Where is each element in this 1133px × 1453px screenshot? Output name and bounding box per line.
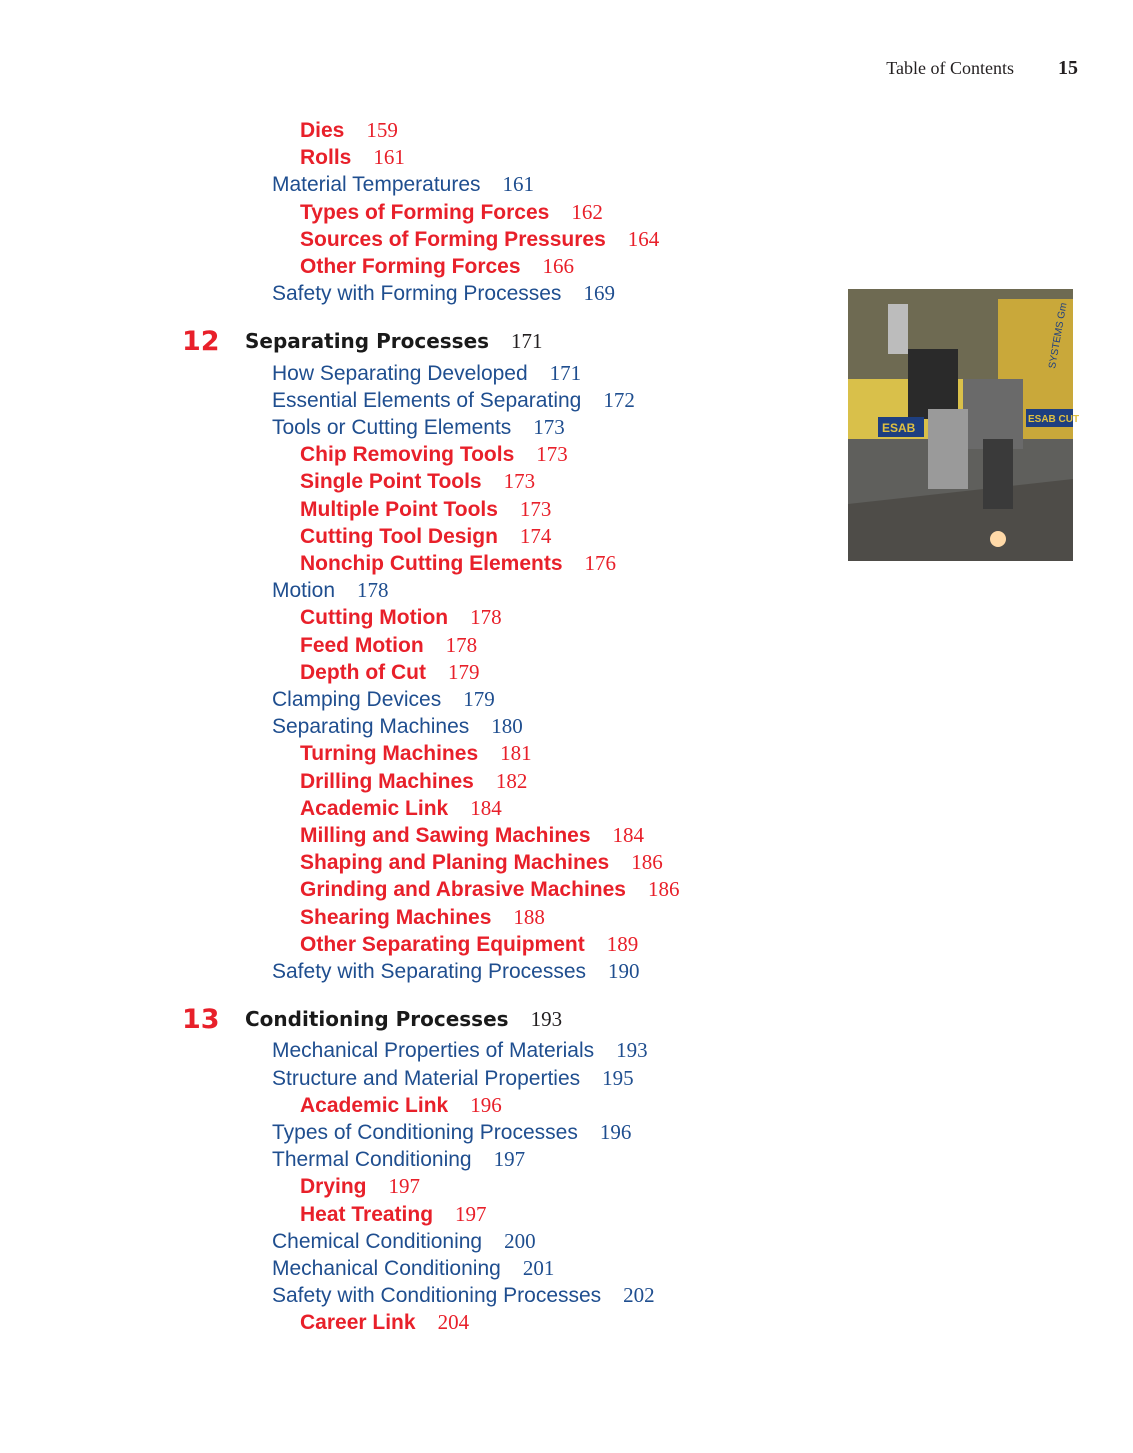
toc-section-entry[interactable] <box>272 1065 634 1092</box>
entry-title: Rolls <box>300 146 352 170</box>
entry-title: Types of Forming Forces <box>300 200 550 224</box>
entry-page-number: 180 <box>491 714 523 739</box>
toc-section-entry[interactable] <box>272 171 534 198</box>
toc-subsection-entry[interactable] <box>300 849 663 876</box>
entry-page-number: 166 <box>542 254 575 278</box>
toc-section-entry[interactable] <box>272 360 581 387</box>
entry-title: Chemical Conditioning <box>272 1229 483 1253</box>
toc-section-entry[interactable] <box>272 1119 631 1146</box>
entry-page-number: 190 <box>608 959 640 983</box>
entry-title: Other Separating Equipment <box>300 932 585 956</box>
entry-title: Mechanical Conditioning <box>272 1257 501 1280</box>
toc-subsection-entry[interactable] <box>300 659 479 686</box>
entry-title: Clamping Devices <box>272 688 442 711</box>
entry-title: Other Forming Forces <box>300 255 521 278</box>
entry-page-number: 204 <box>437 1310 470 1335</box>
toc-subsection-entry[interactable] <box>300 632 477 659</box>
entry-page-number: 159 <box>366 118 398 142</box>
entry-page-number: 196 <box>599 1120 632 1144</box>
entry-title: Academic Link <box>300 1093 449 1117</box>
toc-section-entry[interactable] <box>272 414 565 441</box>
toc-subsection-entry[interactable] <box>300 496 551 523</box>
entry-title: Types of Conditioning Processes <box>272 1121 578 1144</box>
toc-section-entry[interactable] <box>272 280 615 307</box>
entry-title: Multiple Point Tools <box>300 497 498 521</box>
entry-title: Sources of Forming Pressures <box>300 227 606 251</box>
entry-page-number: 186 <box>647 877 680 902</box>
toc-subsection-entry[interactable] <box>300 226 659 253</box>
entry-page-number: 193 <box>616 1038 648 1063</box>
entry-title: Essential Elements of Separating <box>272 388 582 412</box>
entry-title: Safety with Separating Processes <box>272 960 586 983</box>
chapter-entry[interactable] <box>182 1004 563 1036</box>
entry-title: Motion <box>272 579 336 603</box>
entry-title: Thermal Conditioning <box>272 1148 472 1172</box>
toc-section-entry[interactable] <box>272 1255 554 1282</box>
entry-title: Drying <box>300 1175 367 1199</box>
running-head-label: Table of Contents <box>886 58 1014 78</box>
entry-page-number: 182 <box>495 768 528 793</box>
entry-title: Safety with Forming Processes <box>272 282 562 306</box>
toc-subsection-entry[interactable] <box>300 253 574 280</box>
entry-title: Structure and Material Properties <box>272 1066 581 1090</box>
toc-subsection-entry[interactable] <box>300 822 644 849</box>
entry-page-number: 173 <box>533 415 565 439</box>
toc-subsection-entry[interactable] <box>300 604 502 631</box>
toc-section-entry[interactable] <box>272 387 635 414</box>
entry-title: Separating Machines <box>272 715 470 739</box>
toc-subsection-entry[interactable] <box>300 144 405 171</box>
entry-page-number: 171 <box>549 360 582 385</box>
toc-section-entry[interactable] <box>272 958 640 985</box>
systems-sign: SYSTEMS Gm <box>1047 301 1070 370</box>
toc-section-entry[interactable] <box>272 577 389 604</box>
toc-subsection-entry[interactable] <box>300 441 568 468</box>
entry-title: Chip Removing Tools <box>300 443 515 467</box>
toc-subsection-entry[interactable] <box>300 740 532 767</box>
entry-title: How Separating Developed <box>272 361 528 385</box>
entry-title: Safety with Conditioning Processes <box>272 1284 602 1308</box>
entry-title: Nonchip Cutting Elements <box>300 552 563 575</box>
entry-title: Single Point Tools <box>300 470 482 494</box>
entry-title: Cutting Motion <box>300 606 449 630</box>
entry-title: Grinding and Abrasive Machines <box>300 878 626 902</box>
entry-page-number: 193 <box>530 1007 563 1032</box>
toc-subsection-entry[interactable] <box>300 550 616 577</box>
entry-page-number: 178 <box>357 578 389 603</box>
entry-title: Material Temperatures <box>272 173 481 197</box>
entry-page-number: 181 <box>500 741 532 766</box>
entry-title: Cutting Tool Design <box>300 524 498 548</box>
entry-page-number: 171 <box>511 329 543 354</box>
toc-subsection-entry[interactable] <box>300 1092 502 1119</box>
entry-page-number: 184 <box>470 795 502 820</box>
entry-page-number: 179 <box>463 687 495 711</box>
chapter-number: 12 <box>182 326 220 358</box>
entry-page-number: 161 <box>373 145 405 170</box>
toc-subsection-entry[interactable] <box>300 468 535 495</box>
chapter-number: 13 <box>182 1004 220 1036</box>
toc-subsection-entry[interactable] <box>300 768 527 795</box>
entry-title: Depth of Cut <box>300 660 426 684</box>
entry-page-number: 174 <box>519 523 552 548</box>
entry-page-number: 173 <box>503 469 536 494</box>
entry-title: Milling and Sawing Machines <box>300 824 591 847</box>
entry-page-number: 172 <box>603 387 635 412</box>
entry-page-number: 164 <box>627 226 660 251</box>
cutting-machine-photo <box>848 289 1080 561</box>
toc-subsection-entry[interactable] <box>300 1309 469 1336</box>
toc-section-entry[interactable] <box>272 1282 655 1309</box>
entry-title: Shaping and Planing Machines <box>300 851 610 875</box>
entry-title: Conditioning Processes <box>245 1007 509 1032</box>
entry-page-number: 200 <box>504 1228 536 1253</box>
toc-section-entry[interactable] <box>272 1037 648 1064</box>
esab-sign-left: ESAB <box>882 421 916 435</box>
toc-subsection-entry[interactable] <box>300 1201 487 1228</box>
entry-title: Academic Link <box>300 796 449 820</box>
toc-subsection-entry[interactable] <box>300 1173 420 1200</box>
chapter-entry[interactable] <box>182 326 543 358</box>
running-head <box>700 57 1078 80</box>
entry-page-number: 195 <box>602 1065 634 1090</box>
entry-page-number: 178 <box>445 632 478 657</box>
toc-subsection-entry[interactable] <box>300 876 679 903</box>
toc-subsection-entry[interactable] <box>300 199 603 226</box>
esab-sign-right: ESAB CUT <box>1028 414 1080 425</box>
entry-page-number: 178 <box>470 605 502 630</box>
entry-title: Mechanical Properties of Materials <box>272 1039 595 1063</box>
page-number: 15 <box>1058 57 1078 79</box>
toc-subsection-entry[interactable] <box>300 931 638 958</box>
entry-title: Separating Processes <box>245 329 490 354</box>
entry-page-number: 188 <box>513 904 545 929</box>
toc-section-entry[interactable] <box>272 713 523 740</box>
entry-title: Heat Treating <box>300 1202 434 1226</box>
entry-page-number: 197 <box>388 1174 421 1199</box>
toc-section-entry[interactable] <box>272 686 495 713</box>
entry-page-number: 202 <box>623 1283 655 1308</box>
entry-title: Feed Motion <box>300 633 424 657</box>
toc-section-entry[interactable] <box>272 1146 525 1173</box>
toc-subsection-entry[interactable] <box>300 904 545 931</box>
entry-page-number: 176 <box>584 551 616 575</box>
toc-section-entry[interactable] <box>272 1228 536 1255</box>
entry-page-number: 173 <box>536 442 568 467</box>
entry-title: Dies <box>300 119 345 142</box>
toc-subsection-entry[interactable] <box>300 795 502 822</box>
toc-subsection-entry[interactable] <box>300 117 398 144</box>
entry-page-number: 162 <box>571 199 603 224</box>
toc-subsection-entry[interactable] <box>300 523 551 550</box>
entry-title: Shearing Machines <box>300 905 492 929</box>
entry-page-number: 173 <box>519 496 552 521</box>
entry-page-number: 197 <box>493 1147 526 1172</box>
entry-title: Tools or Cutting Elements <box>272 416 512 439</box>
entry-page-number: 161 <box>502 172 535 197</box>
entry-page-number: 189 <box>606 931 639 956</box>
entry-page-number: 184 <box>612 823 645 847</box>
entry-page-number: 201 <box>522 1256 555 1280</box>
entry-page-number: 169 <box>583 281 615 306</box>
entry-page-number: 186 <box>631 850 663 875</box>
entry-title: Career Link <box>300 1311 416 1335</box>
entry-page-number: 197 <box>455 1201 487 1226</box>
entry-title: Turning Machines <box>300 742 479 766</box>
entry-title: Drilling Machines <box>300 769 474 793</box>
entry-page-number: 196 <box>470 1092 502 1117</box>
entry-page-number: 179 <box>447 659 480 684</box>
